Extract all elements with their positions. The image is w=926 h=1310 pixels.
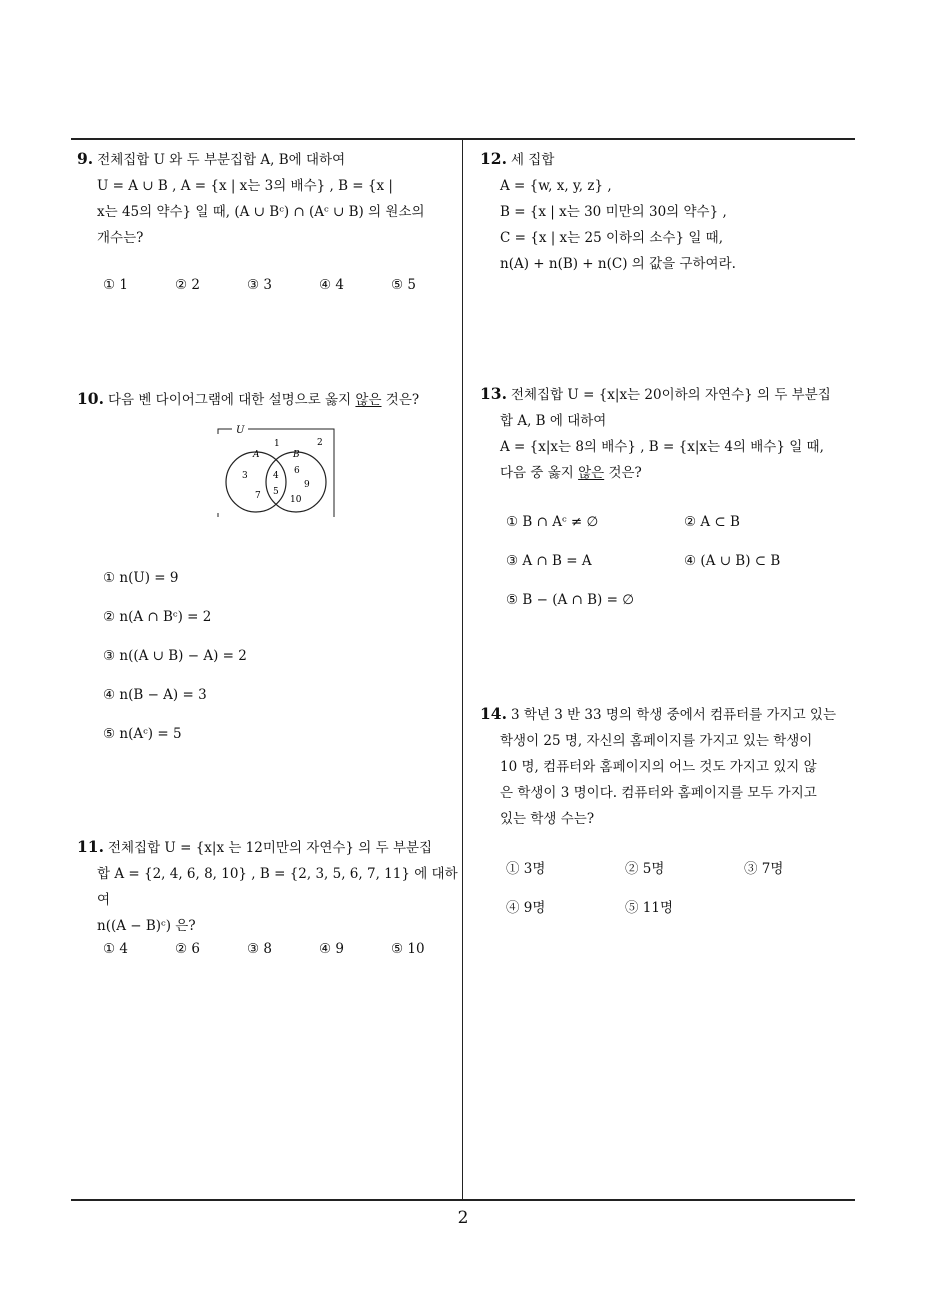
question-text-line: 은 학생이 3 명이다. 컴퓨터와 홈페이지를 모두 가지고 xyxy=(500,785,817,801)
choice-option[interactable]: ⑤ 11명 xyxy=(625,900,674,916)
question-12 xyxy=(480,146,860,277)
question-text: 것은? xyxy=(604,465,642,481)
venn-number: 2 xyxy=(317,438,323,448)
venn-number: 1 xyxy=(274,439,280,449)
choice-option[interactable]: ② A ⊂ B xyxy=(684,514,740,530)
venn-number: 4 xyxy=(273,471,279,481)
choice-option[interactable]: ④ 9명 xyxy=(506,900,546,916)
choice-option[interactable]: ① 1 xyxy=(103,277,128,293)
venn-number: 6 xyxy=(294,466,300,476)
choice-option[interactable]: ② 2 xyxy=(175,277,200,293)
question-text-line: C = {x | x는 25 이하의 소수} 일 때, xyxy=(500,230,724,246)
choice-option[interactable]: ① 3명 xyxy=(506,861,546,877)
question-number: 9. xyxy=(77,149,94,168)
choice-option[interactable]: ④ (A ∪ B) ⊂ B xyxy=(684,553,781,569)
question-text-line: 전체집합 U 와 두 부분집합 A, B에 대하여 xyxy=(97,152,346,168)
venn-number: 10 xyxy=(290,495,302,505)
choice-option[interactable]: ④ 4 xyxy=(319,277,344,293)
question-text-line: n(A) + n(B) + n(C) 의 값을 구하여라. xyxy=(500,256,736,272)
question-text-line: 개수는? xyxy=(97,230,144,246)
column-divider xyxy=(462,139,463,1201)
set-a-label: A xyxy=(253,450,260,460)
choices-q9 xyxy=(103,277,451,293)
choice-option[interactable]: ① 4 xyxy=(103,941,128,957)
question-text-line: 세 집합 xyxy=(510,152,555,168)
question-text-line: 합 A, B 에 대하여 xyxy=(500,413,607,429)
venn-number: 3 xyxy=(242,471,248,481)
question-number: 11. xyxy=(77,837,104,856)
choice-option[interactable]: ④ 9 xyxy=(319,941,344,957)
question-text-line: n((A − B)ᶜ) 은? xyxy=(97,918,196,934)
venn-number: 5 xyxy=(273,487,279,497)
choice-option[interactable]: ② 6 xyxy=(175,941,200,957)
question-number: 14. xyxy=(480,704,507,723)
question-text-line: x는 45의 약수} 일 때, (A ∪ Bᶜ) ∩ (Aᶜ ∪ B) 의 원소의 xyxy=(97,204,425,220)
choice-option[interactable]: ③ 8 xyxy=(247,941,272,957)
choice-option[interactable]: ① B ∩ Aᶜ ≠ ∅ xyxy=(506,514,599,530)
choice-option[interactable]: ② 5명 xyxy=(625,861,665,877)
choices-q10 xyxy=(103,570,247,765)
choice-option[interactable]: ⑤ n(Aᶜ) = 5 xyxy=(103,726,182,742)
choice-option[interactable]: ③ A ∩ B = A xyxy=(506,553,592,569)
question-11 xyxy=(77,834,459,939)
question-number: 13. xyxy=(480,384,507,403)
question-10 xyxy=(77,386,459,413)
choices-q13 xyxy=(506,514,856,614)
top-rule xyxy=(71,138,855,140)
venn-diagram xyxy=(210,425,342,523)
question-text-line: 3 학년 3 반 33 명의 학생 중에서 컴퓨터를 가지고 있는 xyxy=(510,707,837,723)
question-text-line: 학생이 25 명, 자신의 홈페이지를 가지고 있는 학생이 xyxy=(500,733,813,749)
question-text-line: 전체집합 U = {x|x는 20이하의 자연수} 의 두 부분집 xyxy=(510,387,831,403)
bottom-rule xyxy=(71,1199,855,1201)
question-13 xyxy=(480,381,864,486)
question-text-line: B = {x | x는 30 미만의 30의 약수} , xyxy=(500,204,727,220)
venn-number: 9 xyxy=(304,480,310,490)
question-text-line: 있는 학생 수는? xyxy=(500,811,595,827)
question-9 xyxy=(77,146,457,251)
choice-option[interactable]: ② n(A ∩ Bᶜ) = 2 xyxy=(103,609,212,625)
question-number: 10. xyxy=(77,389,104,408)
question-text: 것은? xyxy=(381,392,420,408)
question-text: 다음 벤 다이어그램에 대한 설명으로 옳지 xyxy=(107,392,356,408)
choice-option[interactable]: ① n(U) = 9 xyxy=(103,570,179,586)
choices-q11 xyxy=(103,941,451,957)
choice-option[interactable]: ③ 3 xyxy=(247,277,272,293)
question-text-line xyxy=(480,460,864,486)
set-b-label: B xyxy=(293,450,300,460)
question-text-line: U = A ∪ B , A = {x | x는 3의 배수} , B = {x | xyxy=(97,178,393,194)
choice-option[interactable]: ④ n(B − A) = 3 xyxy=(103,687,207,703)
choices-q14 xyxy=(506,857,856,917)
question-text-line: A = {w, x, y, z} , xyxy=(500,178,612,194)
question-text-line: A = {x|x는 8의 배수} , B = {x|x는 4의 배수} 일 때, xyxy=(500,439,824,455)
underlined-word: 않은 xyxy=(355,392,382,408)
question-text-line: 10 명, 컴퓨터와 홈페이지의 어느 것도 가지고 있지 않 xyxy=(500,759,817,775)
question-number: 12. xyxy=(480,149,507,168)
question-text-line: 전체집합 U = {x|x 는 12미만의 자연수} 의 두 부분집 xyxy=(107,840,433,856)
choice-option[interactable]: ⑤ B − (A ∩ B) = ∅ xyxy=(506,592,634,608)
page-number: 2 xyxy=(457,1208,469,1228)
choice-option[interactable]: ⑤ 5 xyxy=(391,277,416,293)
venn-number: 7 xyxy=(255,491,261,501)
question-14 xyxy=(480,701,864,832)
choice-option[interactable]: ③ n((A ∪ B) − A) = 2 xyxy=(103,648,247,664)
universe-label: U xyxy=(236,425,245,436)
set-a-circle xyxy=(226,452,286,512)
choice-option[interactable]: ⑤ 10 xyxy=(391,941,425,957)
underlined-word: 않은 xyxy=(578,465,605,481)
question-text-line: 합 A = {2, 4, 6, 8, 10} , B = {2, 3, 5, 6, 7, 11} 에 대하여 xyxy=(97,866,458,908)
choice-option[interactable]: ③ 7명 xyxy=(744,861,784,877)
question-text: 다음 중 옳지 xyxy=(500,465,579,481)
